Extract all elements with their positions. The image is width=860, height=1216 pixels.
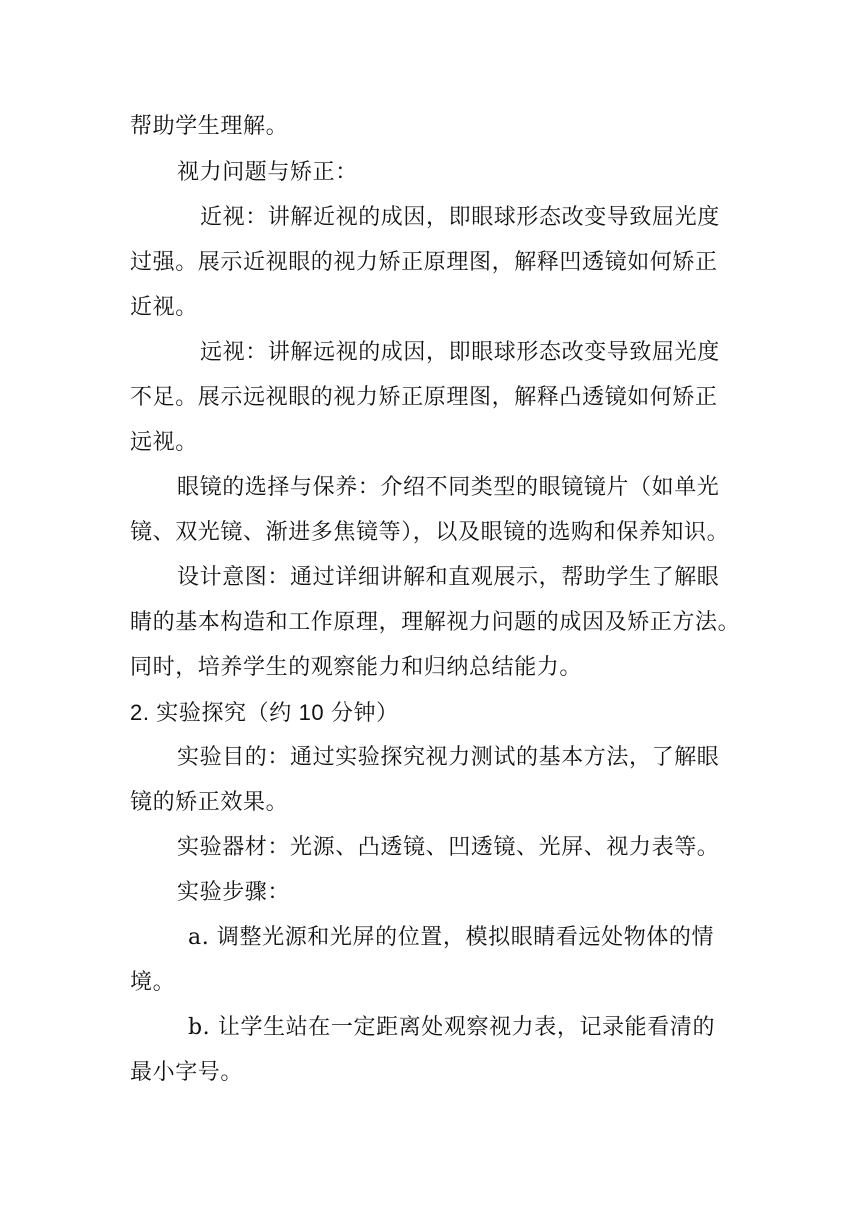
text-line-11: 设计意图：通过详细讲解和直观展示，帮助学生了解眼 bbox=[177, 565, 720, 590]
text-line-1: 帮助学生理解。 bbox=[130, 114, 289, 139]
text-line-3: 近视：讲解近视的成因，即眼球形态改变导致屈光度 bbox=[200, 205, 720, 230]
text-line-17: 实验器材：光源、凸透镜、凹透镜、光屏、视力表等。 bbox=[177, 835, 720, 860]
text-line-2: 视力问题与矫正： bbox=[177, 160, 358, 185]
text-line-8: 远视。 bbox=[130, 430, 198, 455]
text-line-7: 不足。展示远视眼的视力矫正原理图，解释凸透镜如何矫正 bbox=[130, 385, 718, 410]
text-line-12: 睛的基本构造和工作原理，理解视力问题的成因及矫正方法。 bbox=[130, 610, 741, 635]
text-line-13: 同时，培养学生的观察能力和归纳总结能力。 bbox=[130, 655, 583, 680]
step-b-line-2: 最小字号。 bbox=[130, 1060, 244, 1085]
text-line-16: 镜的矫正效果。 bbox=[130, 790, 289, 815]
text-line-6: 远视：讲解远视的成因，即眼球形态改变导致屈光度 bbox=[200, 340, 720, 365]
text-line-4: 过强。展示近视眼的视力矫正原理图，解释凹透镜如何矫正 bbox=[130, 250, 718, 275]
step-b-line-1: b. 让学生站在一定距离处观察视力表，记录能看清的 bbox=[188, 1015, 716, 1040]
text-line-5: 近视。 bbox=[130, 295, 198, 320]
text-line-10: 镜、双光镜、渐进多焦镜等），以及眼镜的选购和保养知识。 bbox=[130, 520, 730, 545]
section-heading: 2. 实验探究（约 10 分钟） bbox=[130, 700, 399, 725]
text-line-9: 眼镜的选择与保养：介绍不同类型的眼镜镜片（如单光 bbox=[177, 475, 720, 500]
text-line-15: 实验目的：通过实验探究视力测试的基本方法，了解眼 bbox=[177, 745, 720, 770]
text-line-18: 实验步骤： bbox=[177, 880, 291, 905]
step-a-line-2: 境。 bbox=[130, 970, 176, 995]
step-a-line-1: a. 调整光源和光屏的位置，模拟眼睛看远处物体的情 bbox=[188, 925, 715, 950]
